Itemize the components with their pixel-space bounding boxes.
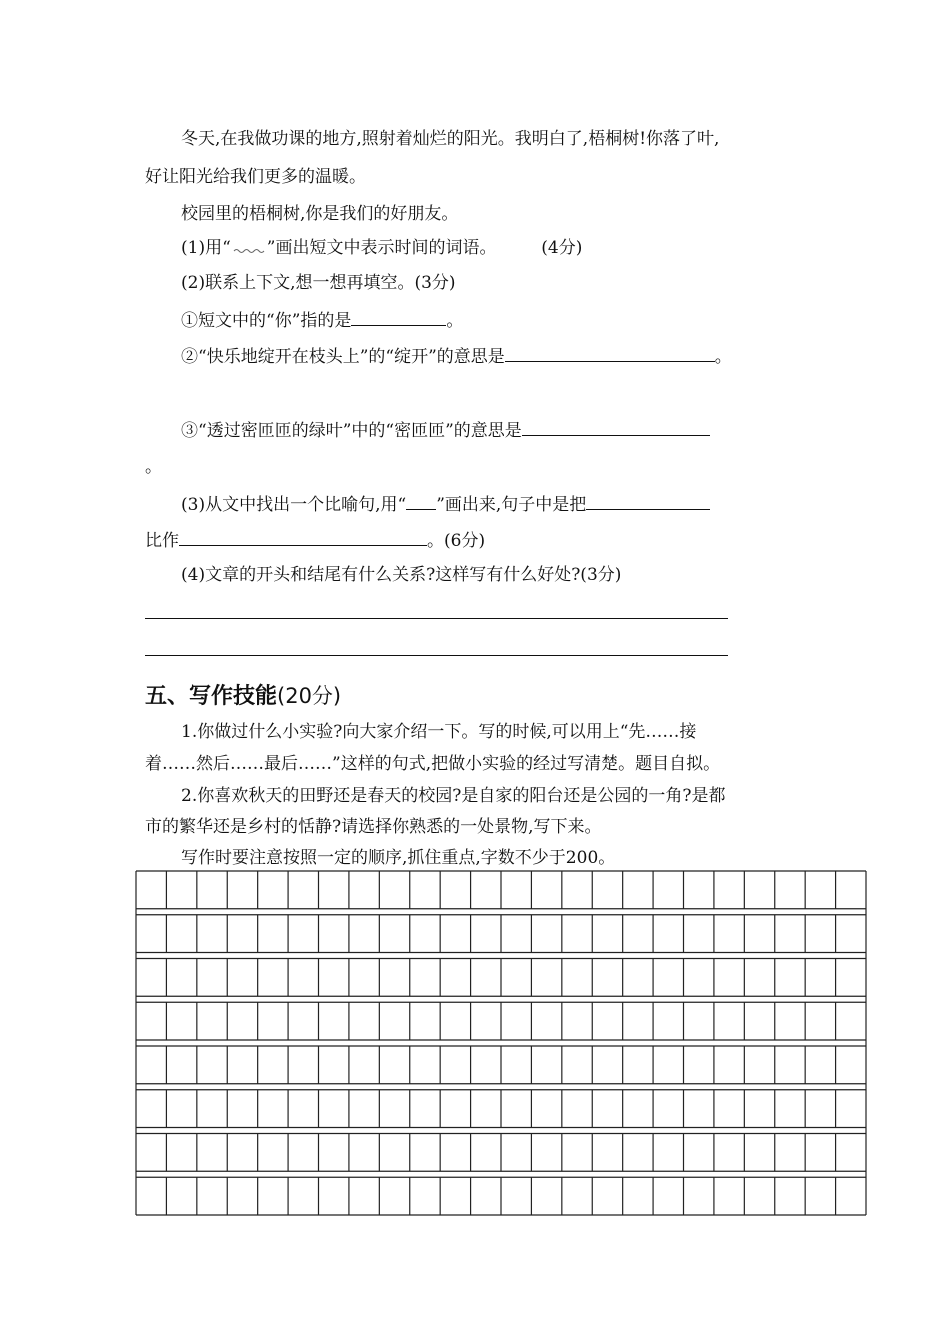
passage-line: 冬天,在我做功课的地方,照射着灿烂的阳光。我明白了,梧桐树!你落了叶, <box>181 129 720 149</box>
task-2-line: 2.你喜欢秋天的田野还是春天的校园?是自家的阳台还是公园的一角?是都 <box>181 786 726 806</box>
section-title: 五、写作技能 <box>145 684 278 709</box>
q1-suffix: ”画出短文中表示时间的词语。 <box>266 238 497 258</box>
writing-note: 写作时要注意按照一定的顺序,抓住重点,字数不少于200。 <box>181 848 616 868</box>
task-2-line: 市的繁华还是乡村的恬静?请选择你熟悉的一处景物,写下来。 <box>145 817 602 837</box>
task-1-line: 1.你做过什么小实验?向大家介绍一下。写的时候,可以用上“先……接 <box>181 722 697 742</box>
question-3: (3)从文中找出一个比喻句,用“ ”画出来,句子中是把 <box>181 492 710 516</box>
question-2b: ②“快乐地绽开在枝头上”的“绽开”的意思是 。 <box>181 344 732 368</box>
section-points: (20分) <box>277 684 342 708</box>
question-2c: ③“透过密匝匝的绿叶”中的“密匝匝”的意思是 <box>181 418 710 442</box>
q1-points: (4分) <box>541 238 583 258</box>
q1-prefix: (1)用“ <box>181 238 231 258</box>
question-2c-end: 。 <box>145 457 162 477</box>
passage-line: 校园里的梧桐树,你是我们的好朋友。 <box>181 204 459 224</box>
passage-line: 好让阳光给我们更多的温暖。 <box>145 167 366 187</box>
question-2: (2)联系上下文,想一想再填空。(3分) <box>181 273 456 293</box>
question-2a: ①短文中的“你”指的是 。 <box>181 308 463 332</box>
question-4: (4)文章的开头和结尾有什么关系?这样写有什么好处?(3分) <box>181 565 622 585</box>
question-3-line2: 比作 。(6分) <box>145 528 485 552</box>
task-1-line: 着……然后……最后……”这样的句式,把做小实验的经过写清楚。题目自拟。 <box>145 754 721 774</box>
